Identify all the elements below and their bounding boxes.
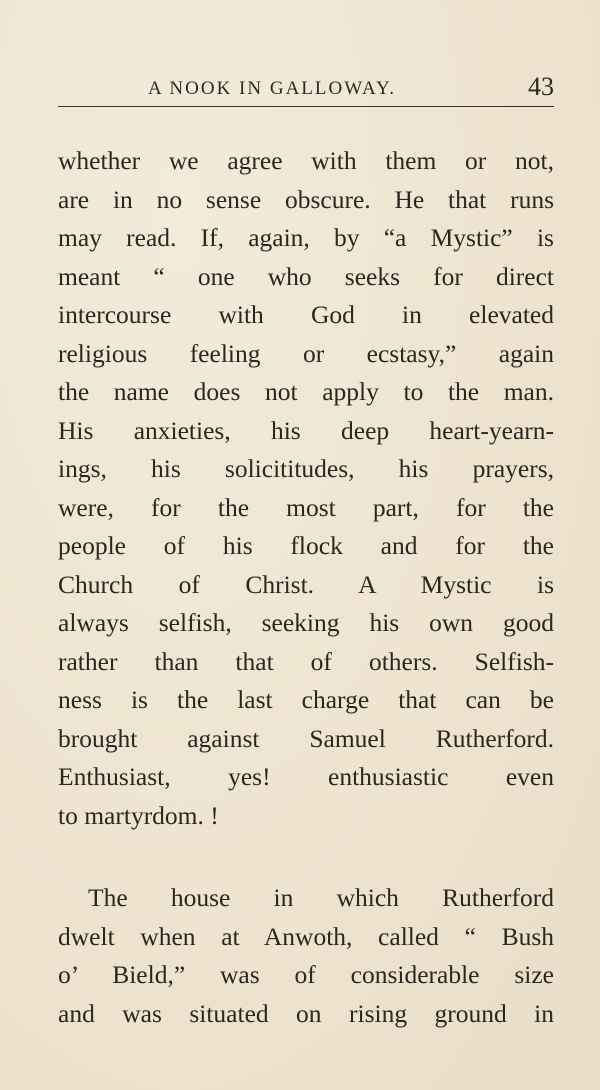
paragraph-1: [58, 142, 554, 835]
paragraph-gap: [58, 835, 554, 879]
text-line: always selfish, seeking his own good: [58, 608, 554, 637]
text-line: and was situated on rising ground in: [58, 998, 554, 1028]
text-line: ness is the last charge that can be: [58, 685, 554, 714]
text-line: Church of Christ. A Mystic is: [58, 569, 554, 599]
header-rule: [58, 106, 554, 107]
text-line: o’ Bield,” was of considerable size: [58, 960, 554, 989]
text-line: the name does not apply to the man.: [58, 377, 554, 406]
text-line: dwelt when at Anwoth, called “ Bush: [58, 921, 554, 951]
text-line: to martyrdom. !: [58, 800, 219, 830]
running-title: A NOOK IN GALLOWAY.: [148, 78, 397, 99]
paragraph-2: [58, 879, 554, 1033]
text-line: may read. If, again, by “a Mystic” is: [58, 223, 554, 252]
text-line: were, for the most part, for the: [58, 492, 554, 522]
text-line: intercourse with God in elevated: [58, 300, 554, 329]
text-line: people of his flock and for the: [58, 531, 554, 560]
text-line: rather than that of others. Selfish-: [58, 646, 554, 676]
body-text: [58, 142, 554, 1033]
text-line: Enthusiast, yes! enthusiastic even: [58, 762, 554, 791]
text-line: ings, his solicititudes, his prayers,: [58, 454, 554, 483]
text-line: meant “ one who seeks for direct: [58, 261, 554, 291]
text-line: The house in which Rutherford: [88, 883, 554, 912]
text-line: whether we agree with them or not,: [58, 146, 554, 175]
text-line: His anxieties, his deep heart-yearn-: [58, 415, 554, 445]
text-line: are in no sense obscure. He that runs: [58, 184, 554, 214]
running-head: [58, 72, 554, 104]
text-line: religious feeling or ecstasy,” again: [58, 338, 554, 368]
page-number: 43: [528, 72, 554, 101]
text-line: brought against Samuel Rutherford.: [58, 723, 554, 753]
